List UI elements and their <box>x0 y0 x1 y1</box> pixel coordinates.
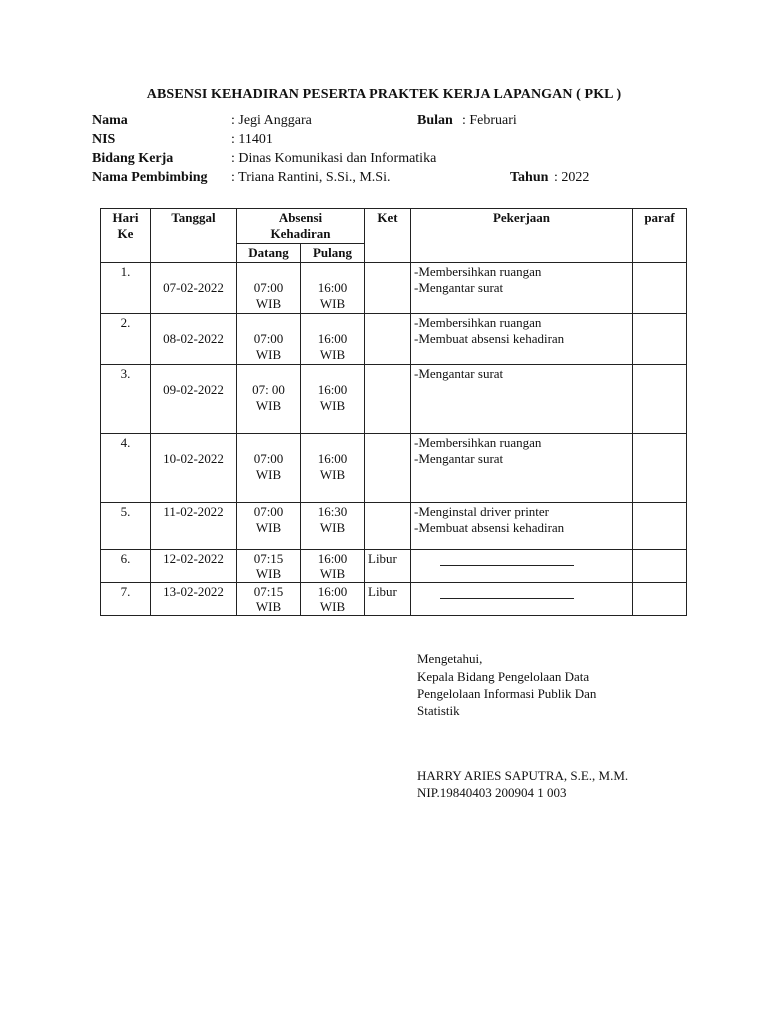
attendance-table <box>100 208 687 616</box>
header-hari-ke: Hari Ke <box>101 209 151 263</box>
cell-tanggal: 09-02-2022 <box>151 365 237 434</box>
nama-label: Nama <box>92 113 128 128</box>
tahun-value: : 2022 <box>554 170 590 185</box>
nis-value: : 11401 <box>231 132 273 147</box>
cell-paraf <box>633 365 687 434</box>
cell-tanggal: 07-02-2022 <box>151 263 237 314</box>
cell-tanggal: 10-02-2022 <box>151 434 237 503</box>
header-ket: Ket <box>365 209 411 263</box>
table-row <box>101 263 687 314</box>
table-row <box>101 314 687 365</box>
header-paraf: paraf <box>633 209 687 263</box>
cell-pulang: 16:00 WIB <box>301 365 365 434</box>
cell-tanggal: 13-02-2022 <box>151 583 237 616</box>
cell-no: 4. <box>101 434 151 503</box>
signatory-name: HARRY ARIES SAPUTRA, S.E., M.M. <box>417 768 629 783</box>
signature-line-2: Kepala Bidang Pengelolaan Data <box>417 669 590 684</box>
table-header-row <box>101 209 687 244</box>
cell-no: 5. <box>101 503 151 550</box>
signatory-nip: NIP.19840403 200904 1 003 <box>417 785 567 800</box>
table-row <box>101 434 687 503</box>
cell-paraf <box>633 583 687 616</box>
document-title: ABSENSI KEHADIRAN PESERTA PRAKTEK KERJA LAPANGAN ( PKL ) <box>146 87 622 102</box>
header-absensi-kehadiran: Absensi Kehadiran <box>237 209 365 244</box>
bidang-kerja-value: : Dinas Komunikasi dan Informatika <box>231 151 437 166</box>
cell-datang: 07:00 WIB <box>237 314 301 365</box>
cell-pekerjaan: -Menginstal driver printer -Membuat absensi kehadiran <box>411 503 633 550</box>
cell-pulang: 16:00 WIB <box>301 434 365 503</box>
header-datang: Datang <box>237 244 301 263</box>
cell-no: 6. <box>101 550 151 583</box>
bulan-label: Bulan <box>417 113 453 128</box>
cell-ket: Libur <box>365 583 411 616</box>
cell-ket <box>365 314 411 365</box>
cell-paraf <box>633 550 687 583</box>
signature-line-3: Pengelolaan Informasi Publik Dan <box>417 686 597 701</box>
cell-pulang: 16:30 WIB <box>301 503 365 550</box>
cell-ket <box>365 434 411 503</box>
signature-line-4: Statistik <box>417 703 460 718</box>
cell-pulang: 16:00 WIB <box>301 550 365 583</box>
cell-tanggal: 08-02-2022 <box>151 314 237 365</box>
blank-line <box>440 588 574 599</box>
cell-ket <box>365 503 411 550</box>
cell-paraf <box>633 263 687 314</box>
cell-datang: 07:15 WIB <box>237 583 301 616</box>
cell-paraf <box>633 434 687 503</box>
cell-pulang: 16:00 WIB <box>301 583 365 616</box>
cell-pekerjaan: -Membersihkan ruangan -Membuat absensi kehadiran <box>411 314 633 365</box>
cell-pekerjaan: -Membersihkan ruangan -Mengantar surat <box>411 434 633 503</box>
cell-pulang: 16:00 WIB <box>301 314 365 365</box>
cell-pekerjaan: -Mengantar surat <box>411 365 633 434</box>
table-row <box>101 503 687 550</box>
cell-datang: 07:15 WIB <box>237 550 301 583</box>
cell-paraf <box>633 503 687 550</box>
cell-datang: 07:00 WIB <box>237 503 301 550</box>
cell-pulang: 16:00 WIB <box>301 263 365 314</box>
signature-line-1: Mengetahui, <box>417 651 483 666</box>
cell-ket <box>365 263 411 314</box>
cell-tanggal: 12-02-2022 <box>151 550 237 583</box>
cell-ket: Libur <box>365 550 411 583</box>
cell-no: 1. <box>101 263 151 314</box>
cell-pekerjaan <box>411 550 633 583</box>
cell-no: 2. <box>101 314 151 365</box>
cell-pekerjaan: -Membersihkan ruangan -Mengantar surat <box>411 263 633 314</box>
header-pulang: Pulang <box>301 244 365 263</box>
header-tanggal: Tanggal <box>151 209 237 263</box>
bidang-kerja-label: Bidang Kerja <box>92 151 174 166</box>
cell-datang: 07:00 WIB <box>237 263 301 314</box>
cell-datang: 07: 00 WIB <box>237 365 301 434</box>
bulan-value: : Februari <box>462 113 517 128</box>
cell-datang: 07:00 WIB <box>237 434 301 503</box>
cell-no: 3. <box>101 365 151 434</box>
nis-label: NIS <box>92 132 116 147</box>
cell-tanggal: 11-02-2022 <box>151 503 237 550</box>
table-row <box>101 583 687 616</box>
blank-line <box>440 555 574 566</box>
cell-no: 7. <box>101 583 151 616</box>
header-pekerjaan: Pekerjaan <box>411 209 633 263</box>
pembimbing-value: : Triana Rantini, S.Si., M.Si. <box>231 170 391 185</box>
table-row <box>101 550 687 583</box>
pembimbing-label: Nama Pembimbing <box>92 170 208 185</box>
cell-ket <box>365 365 411 434</box>
nama-value: : Jegi Anggara <box>231 113 312 128</box>
table-row <box>101 365 687 434</box>
cell-paraf <box>633 314 687 365</box>
cell-pekerjaan <box>411 583 633 616</box>
tahun-label: Tahun <box>510 170 549 185</box>
